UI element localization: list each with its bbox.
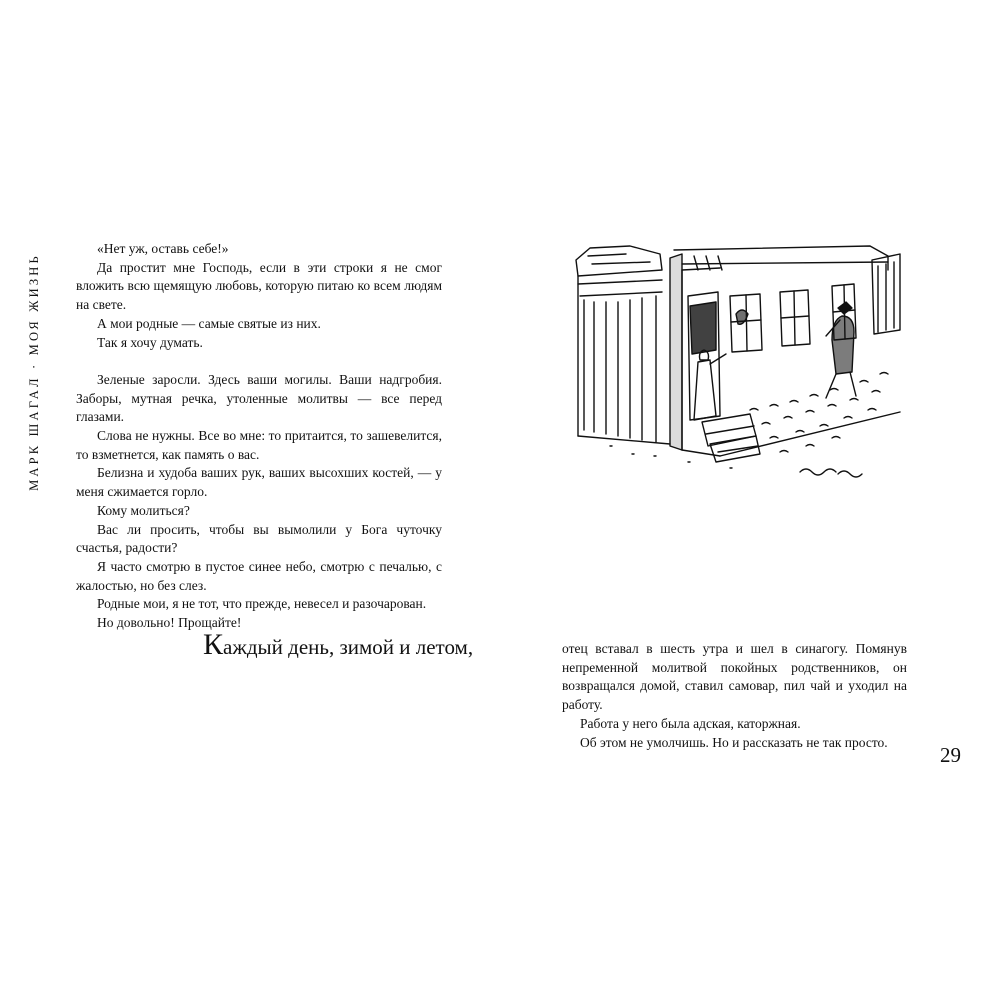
paragraph: отец вставал в шесть утра и шел в синагогу. Помянув непременной молитвой покойных родственников, он возвращался домой, ставил самовар, пил чай и уходил на работу. bbox=[562, 641, 907, 713]
chapter-opening-text: аждый день, зимой и летом, bbox=[223, 635, 474, 659]
paragraph: Белизна и худоба ваших рук, ваших высохших костей, — у меня сжимается горло. bbox=[76, 465, 442, 500]
paragraph: Так я хочу думать. bbox=[97, 334, 203, 350]
right-text-column bbox=[562, 640, 907, 752]
paragraph: Работа у него была адская, каторжная. bbox=[580, 715, 801, 731]
left-text-column bbox=[76, 240, 442, 633]
paragraph: «Нет уж, оставь себе!» bbox=[97, 241, 229, 256]
street-sketch-illustration bbox=[570, 240, 902, 484]
paragraph: Кому молиться? bbox=[97, 502, 190, 518]
paragraph: Но довольно! Прощайте! bbox=[97, 615, 242, 631]
paragraph: Слова не нужны. Все во мне: то притаится, то зашевелится, то взметнется, как память о вас. bbox=[76, 428, 442, 462]
running-head bbox=[14, 0, 54, 1000]
page-number: 29 bbox=[940, 743, 961, 767]
paragraph: Я часто смотрю в пустое синее небо, смотрю с печалью, с жалостью, но без слез. bbox=[76, 558, 442, 593]
paragraph: Да простит мне Господь, если в эти строки я не смог вложить всю щемящую любовь, которую питаю ко всем людям на свете. bbox=[76, 259, 442, 313]
paragraph: А мои родные — самые святые из них. bbox=[97, 315, 321, 331]
running-head-text: МАРК ШАГАЛ · МОЯ ЖИЗНЬ bbox=[27, 253, 41, 491]
paragraph: Об этом не умолчишь. Но и рассказать не так просто. bbox=[580, 734, 888, 750]
paragraph: Родные мои, я не тот, что прежде, невесел и разочарован. bbox=[97, 596, 427, 612]
paragraph: Вас ли просить, чтобы вы вымолили у Бога чуточку счастья, радости? bbox=[76, 521, 442, 556]
paragraph: Зеленые заросли. Здесь ваши могилы. Ваши надгробия. Заборы, мутная речка, утоленные молитвы — все перед глазами. bbox=[76, 371, 442, 425]
drop-initial: К bbox=[203, 628, 224, 661]
chapter-opening bbox=[203, 628, 474, 662]
